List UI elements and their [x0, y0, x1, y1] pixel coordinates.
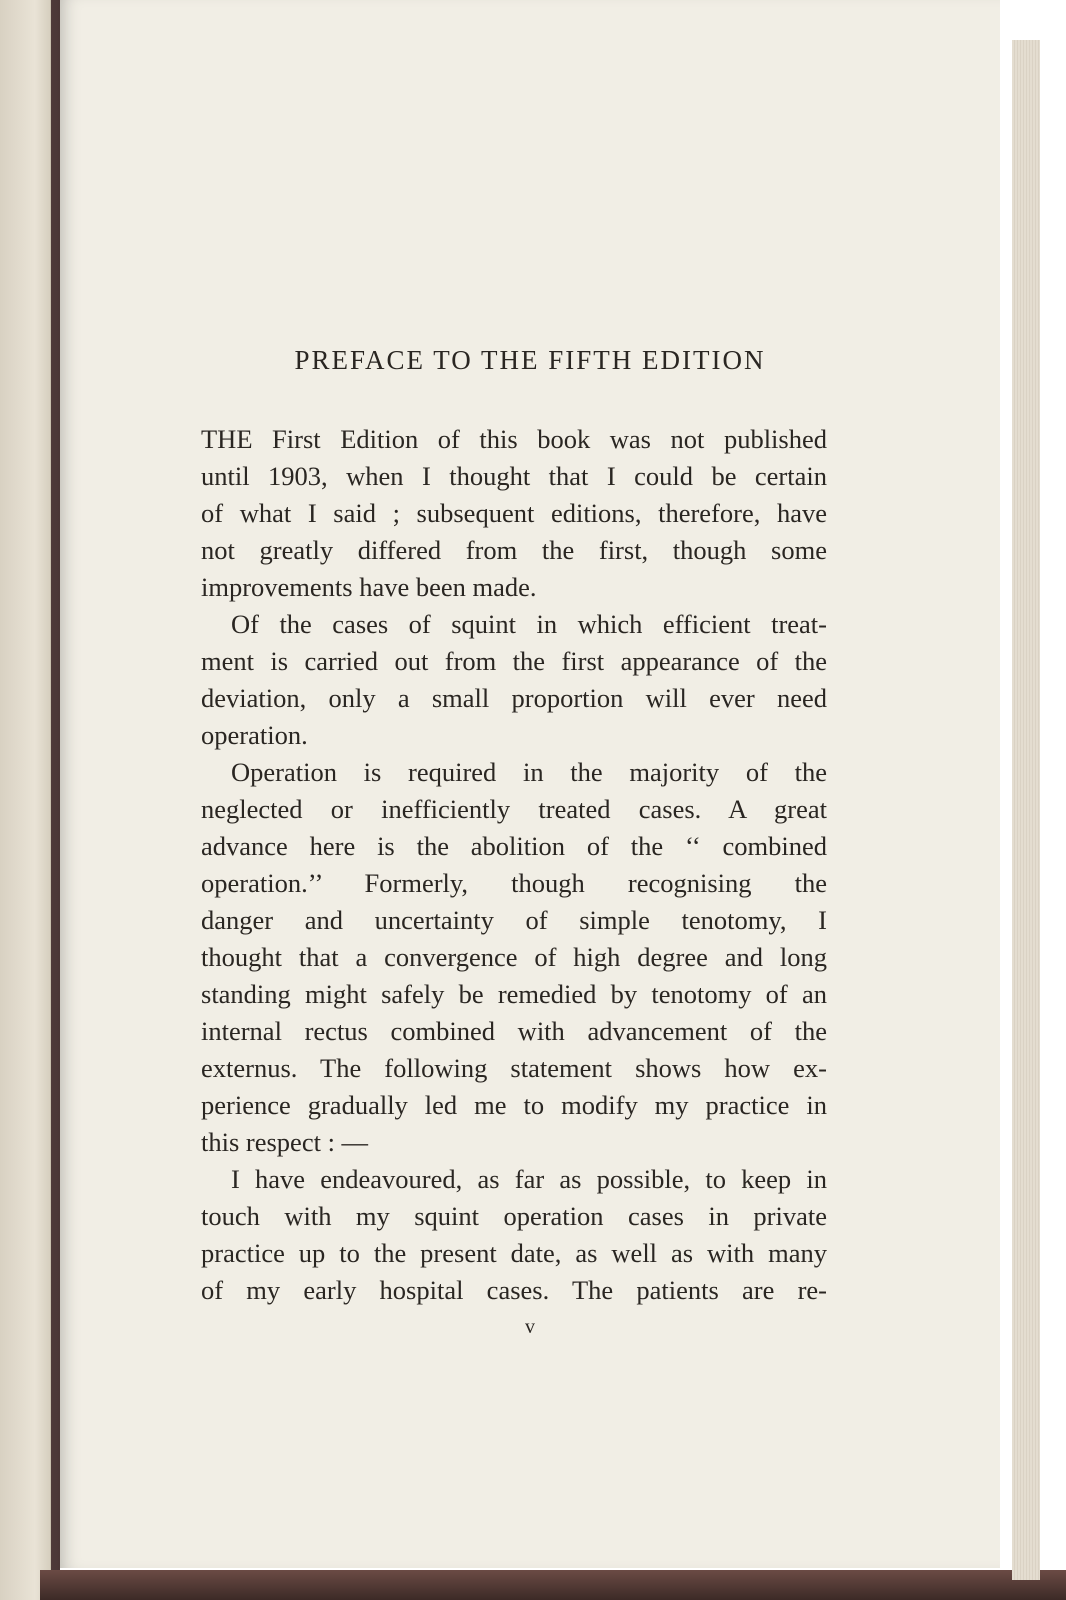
book-page — [60, 0, 1000, 1568]
text-line: practice up to the present date, as well as with many — [201, 1238, 827, 1268]
paragraph-4 — [201, 1161, 827, 1309]
paragraph-2 — [201, 606, 827, 754]
text-line: until 1903, when I thought that I could be certain — [201, 461, 827, 491]
text-line: not greatly differed from the first, though some — [201, 535, 827, 565]
text-line: of what I said ; subsequent editions, therefore, have — [201, 498, 827, 528]
page-heading: PREFACE TO THE FIFTH EDITION — [294, 345, 766, 375]
text-line: danger and uncertainty of simple tenotomy, I — [201, 905, 827, 935]
text-line: touch with my squint operation cases in private — [201, 1201, 827, 1231]
text-line: improvements have been made. — [201, 572, 537, 602]
text-line: operation.’’ Formerly, though recognising the — [201, 868, 827, 898]
text-line: externus. The following statement shows how ex- — [201, 1053, 827, 1083]
paragraph-3 — [201, 754, 827, 1161]
book-binding-bottom — [40, 1570, 1066, 1600]
text-line: advance here is the abolition of the ‘‘ combined — [201, 831, 827, 861]
text-line: operation. — [201, 720, 308, 750]
text-line: internal rectus combined with advancement of the — [201, 1016, 827, 1046]
previous-page-edge — [0, 0, 51, 1600]
page-number: v — [525, 1316, 535, 1338]
text-line: perience gradually led me to modify my practice in — [201, 1090, 827, 1120]
paragraph-1 — [201, 421, 827, 606]
text-line: ment is carried out from the first appearance of the — [201, 646, 827, 676]
text-line: of my early hospital cases. The patients are re- — [201, 1275, 827, 1305]
text-line: THE First Edition of this book was not published — [201, 424, 827, 454]
text-line: neglected or inefficiently treated cases. A great — [201, 794, 827, 824]
page-stack-edge — [1012, 40, 1040, 1580]
text-line: standing might safely be remedied by tenotomy of an — [201, 979, 827, 1009]
text-line: Of the cases of squint in which efficient treat- — [231, 609, 827, 639]
text-line: this respect : — — [201, 1127, 369, 1157]
preface-text — [201, 421, 827, 1309]
text-line: thought that a convergence of high degree and long — [201, 942, 827, 972]
text-line: Operation is required in the majority of the — [231, 757, 827, 787]
text-line: deviation, only a small proportion will ever need — [201, 683, 827, 713]
text-line: I have endeavoured, as far as possible, to keep in — [231, 1164, 827, 1194]
